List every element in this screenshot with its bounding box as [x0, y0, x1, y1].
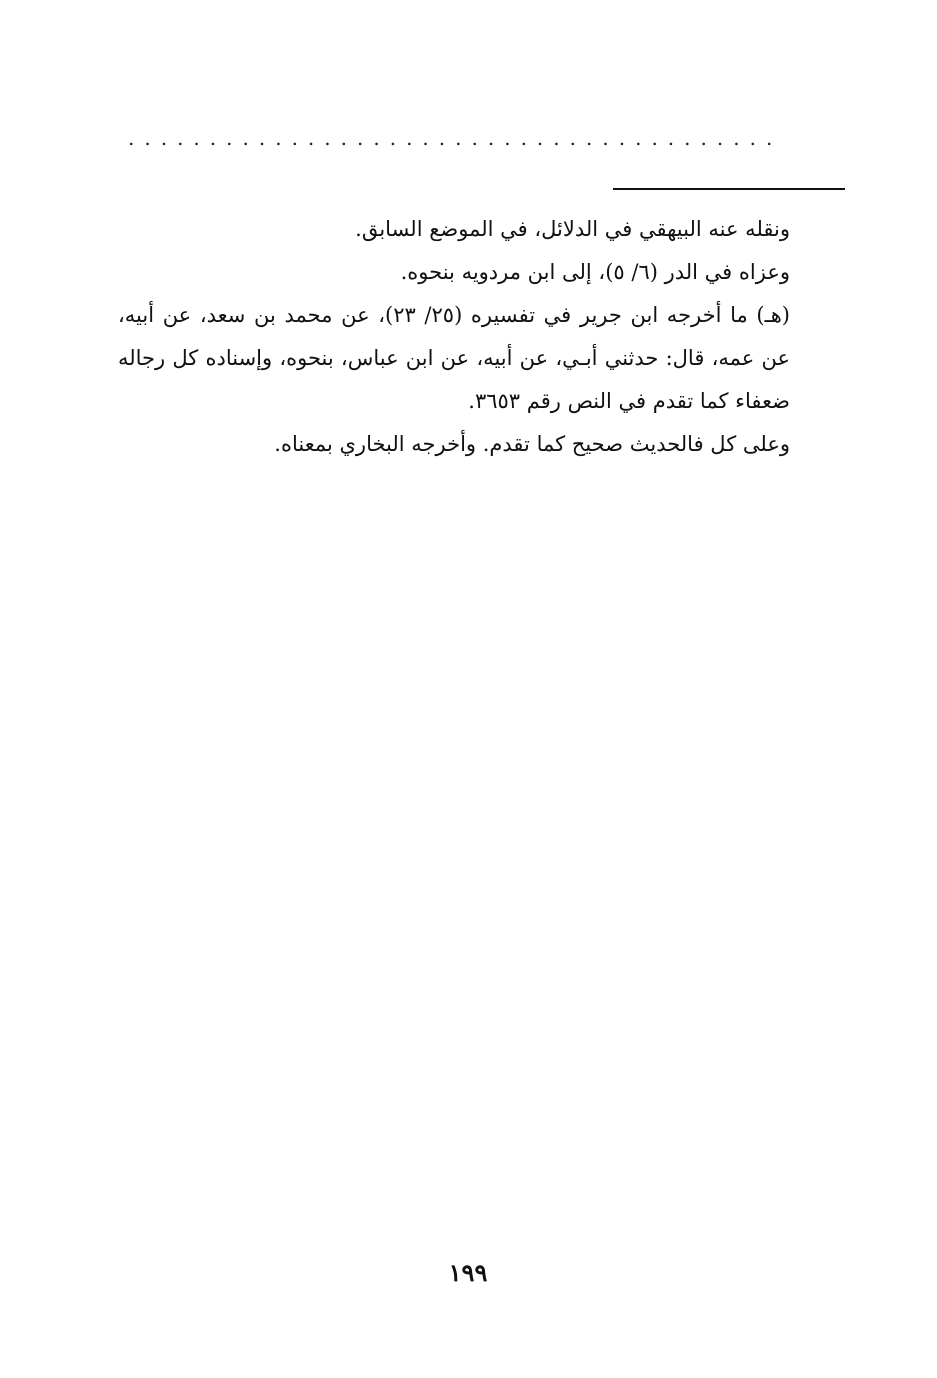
footnote-paragraph-1: ونقله عنه البيهقي في الدلائل، في الموضع السابق.: [355, 217, 790, 241]
footnote-paragraph-2: وعزاه في الدر (٦/ ٥)، إلى ابن مردويه بنحوه.: [400, 260, 790, 284]
footnote-paragraph-3: (هـ) ما أخرجه ابن جرير في تفسيره (٢٥/ ٢٣)، عن محمد بن سعد، عن أبيه، عن عمه، قال: حدثني أبـي، عن أبيه، عن ابن عباس، بنحوه، وإسناده كل رجاله ضعفاء كما تقدم في النص رقم ٣٦٥٣.: [118, 303, 790, 413]
dotted-separator: ........................................: [128, 128, 783, 148]
footnotes-block: [118, 208, 846, 466]
page-number: ١٩٩: [448, 1258, 488, 1287]
footnote-paragraph-4: وعلى كل فالحديث صحيح كما تقدم. وأخرجه البخاري بمعناه.: [274, 432, 790, 456]
footnote-separator-line: [613, 188, 845, 190]
